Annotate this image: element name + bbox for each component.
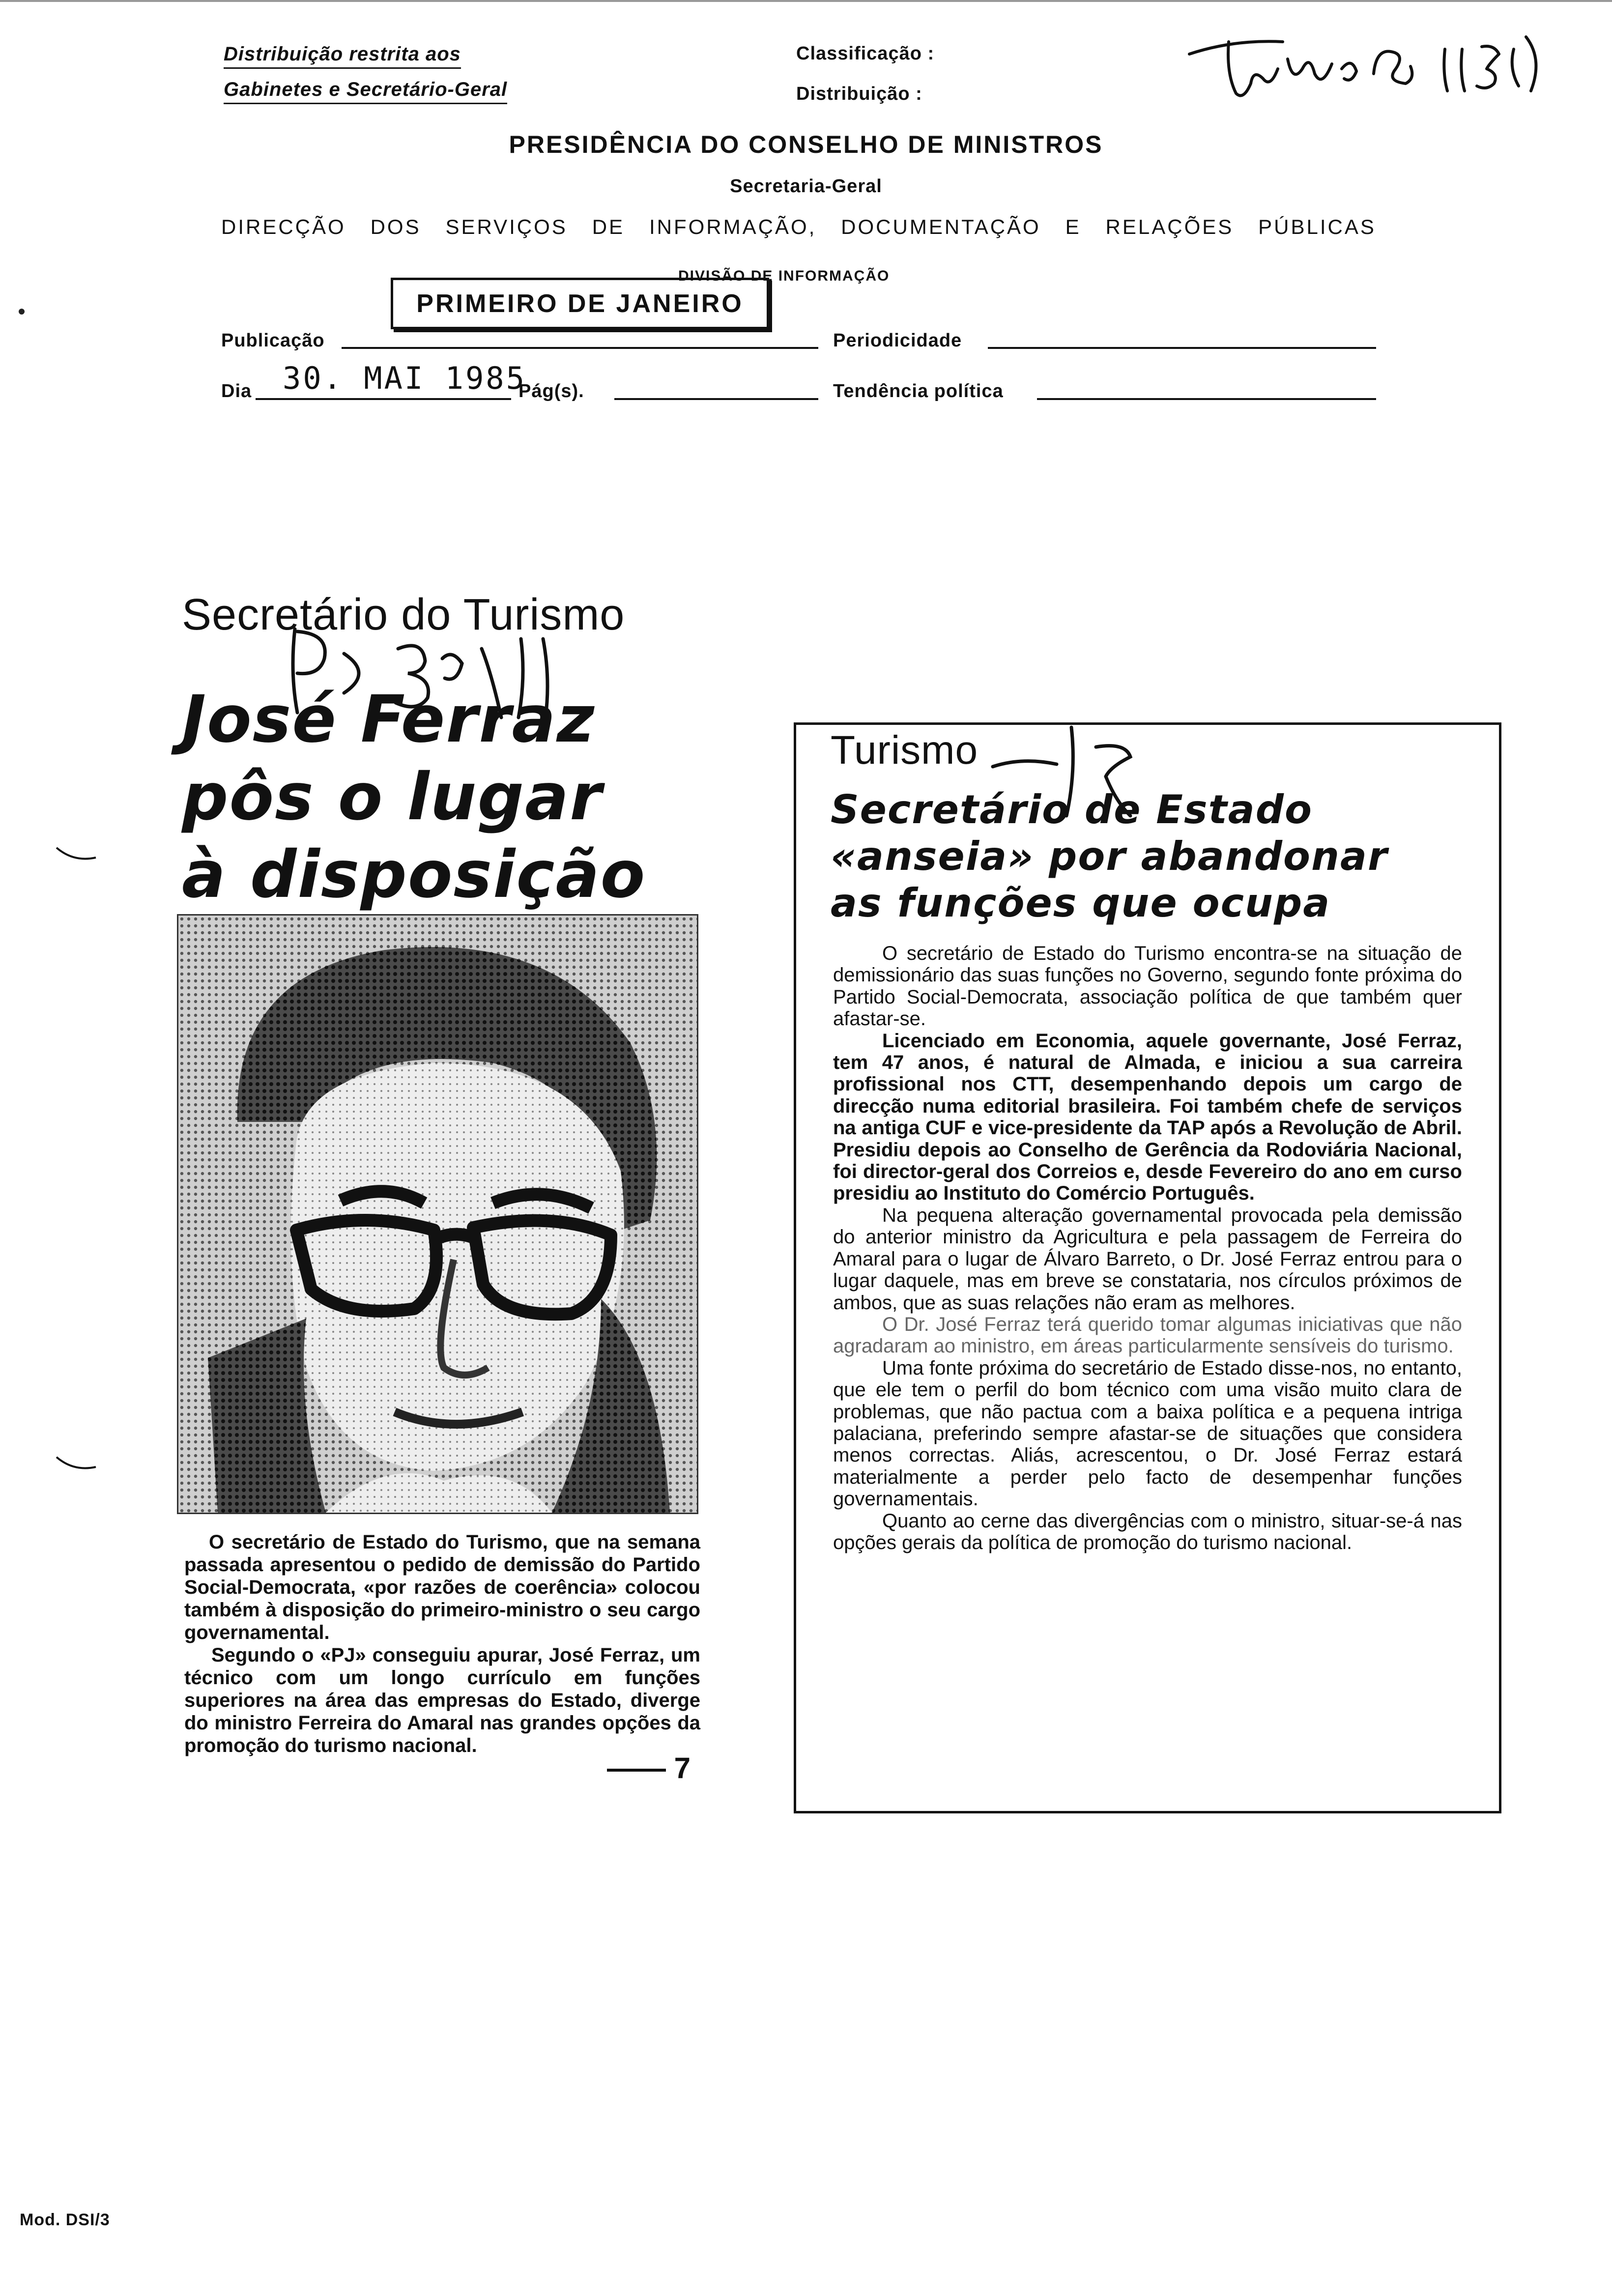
- right-article-paragraph: O Dr. José Ferraz terá querido tomar algumas iniciativas que não agradaram ao ministro, em áreas particularmente sensíveis do turismo.: [833, 1313, 1462, 1357]
- direccao-word: DOS: [370, 215, 421, 238]
- direccao-word: E: [1065, 215, 1081, 238]
- secretaria-geral: Secretaria-Geral: [730, 176, 882, 197]
- portrait-photo: [177, 914, 698, 1514]
- right-article-paragraph: O secretário de Estado do Turismo encontra-se na situação de demissionário das suas funções no Governo, segundo fonte próxima do Partido Social-Democrata, associação política de que também quer afastar-se.: [833, 943, 1462, 1030]
- right-article-paragraph: Licenciado em Economia, aquele governante, José Ferraz, tem 47 anos, é natural de Almada, e iniciou a sua carreira profissional nos CTT, desempenhando depois um cargo de direcção numa editorial brasileira. Foi também chefe de serviços na antiga CUF e vice-presidente da TAP após a Revolução de Abril. Presidiu depois ao Conselho de Gerência da Rodoviária Nacional, foi director-geral dos Correios e, desde Fevereiro do ano em curso presidiu ao Instituto do Comércio Português.: [833, 1030, 1462, 1205]
- direccao-word: RELAÇÕES: [1105, 215, 1234, 238]
- periodicidade-line: [988, 347, 1376, 349]
- dia-label: Dia: [221, 381, 252, 402]
- right-headline-line: Secretário de Estado: [831, 787, 1313, 832]
- right-article-body: [833, 943, 1462, 1553]
- page-reference: —— 7: [606, 1751, 691, 1784]
- left-headline-line: José Ferraz: [182, 682, 596, 757]
- left-article-headline: [182, 681, 703, 914]
- right-headline-line: as funções que ocupa: [831, 880, 1331, 926]
- scan-mark-curve: [54, 845, 98, 865]
- left-article-body: [184, 1531, 700, 1783]
- scan-mark-curve: [54, 1455, 98, 1474]
- restricted-distribution-line1: Distribuição restrita aos: [224, 43, 568, 69]
- left-article-paragraph: Segundo o «PJ» conseguiu apurar, José Ferraz, um técnico com um longo currículo em funções superiores na área das empresas do Estado, diverge do ministro Ferreira do Amaral nas grandes opções da promoção do turismo nacional.: [184, 1644, 700, 1756]
- classificacao-label: Classificação :: [796, 43, 935, 64]
- publicacao-line: [342, 347, 818, 349]
- left-article-lead: O secretário de Estado do Turismo, que na semana passada apresentou o pedido de demissão do Partido Social-Democrata, «por razões de coerência» colocou também à disposição do primeiro-ministro o seu cargo governamental.: [184, 1531, 700, 1643]
- distribuicao-label: Distribuição :: [796, 84, 922, 104]
- pag-line: [614, 398, 818, 400]
- right-article-paragraph: Na pequena alteração governamental provocada pela demissão do anterior ministro da Agricultura e pela passagem de Ferreira do Amaral para o lugar de Álvaro Barreto, o Dr. José Ferraz entrou para o lugar daquele, mas em breve se constataria, nos círculos próximos de ambos, que as suas relações não eram as melhores.: [833, 1204, 1462, 1314]
- dia-line: [256, 398, 511, 400]
- scan-top-border: [0, 0, 1612, 2]
- right-article-headline: [831, 786, 1465, 926]
- publicacao-label: Publicação: [221, 330, 325, 351]
- periodicidade-label: Periodicidade: [833, 330, 962, 351]
- direccao-line: [221, 215, 1376, 239]
- direccao-word: DOCUMENTAÇÃO: [841, 215, 1041, 238]
- direccao-word: INFORMAÇÃO,: [649, 215, 817, 238]
- direccao-word: DE: [592, 215, 625, 238]
- direccao-word: SERVIÇOS: [445, 215, 568, 238]
- scan-dot: [19, 309, 25, 315]
- right-article-paragraph: Quanto ao cerne das divergências com o ministro, situar-se-á nas opções gerais da política de promoção do turismo nacional.: [833, 1510, 1462, 1553]
- restricted-distribution-line2: Gabinetes e Secretário-Geral: [224, 79, 568, 104]
- right-article-kicker: Turismo: [831, 728, 979, 773]
- right-article-paragraph: Uma fonte próxima do secretário de Estado disse-nos, no entanto, que ele tem o perfil do bom técnico com uma visão muito clara de problemas, que não pactua com a baixa política e a pequena intriga palaciana, preferindo sempre afastar-se de situações que considera menos correctas. Aliás, acrescentou, o Dr. José Ferraz estará materialmente a perder pelo facto de desempenhar funções governamentais.: [833, 1357, 1462, 1510]
- presidency-title: PRESIDÊNCIA DO CONSELHO DE MINISTROS: [509, 131, 1103, 158]
- form-code: Mod. DSI/3: [20, 2210, 110, 2229]
- left-headline-line: pôs o lugar: [182, 759, 603, 835]
- tendencia-line: [1037, 398, 1376, 400]
- handwritten-annotation: [1180, 20, 1548, 103]
- right-headline-line: «anseia» por abandonar: [831, 833, 1388, 879]
- direccao-word: DIRECÇÃO: [221, 215, 346, 238]
- divisao-label: DIVISÃO DE INFORMAÇÃO: [678, 268, 890, 284]
- publication-stamp: PRIMEIRO DE JANEIRO: [391, 278, 769, 329]
- publication-date: 30. MAI 1985: [283, 360, 526, 396]
- direccao-word: PÚBLICAS: [1258, 215, 1376, 238]
- left-article-end: [184, 1751, 700, 1784]
- pag-label: Pág(s).: [518, 381, 584, 402]
- left-article-kicker: Secretário do Turismo: [182, 590, 625, 639]
- left-headline-line: à disposição: [182, 837, 646, 913]
- tendencia-label: Tendência política: [833, 381, 1004, 402]
